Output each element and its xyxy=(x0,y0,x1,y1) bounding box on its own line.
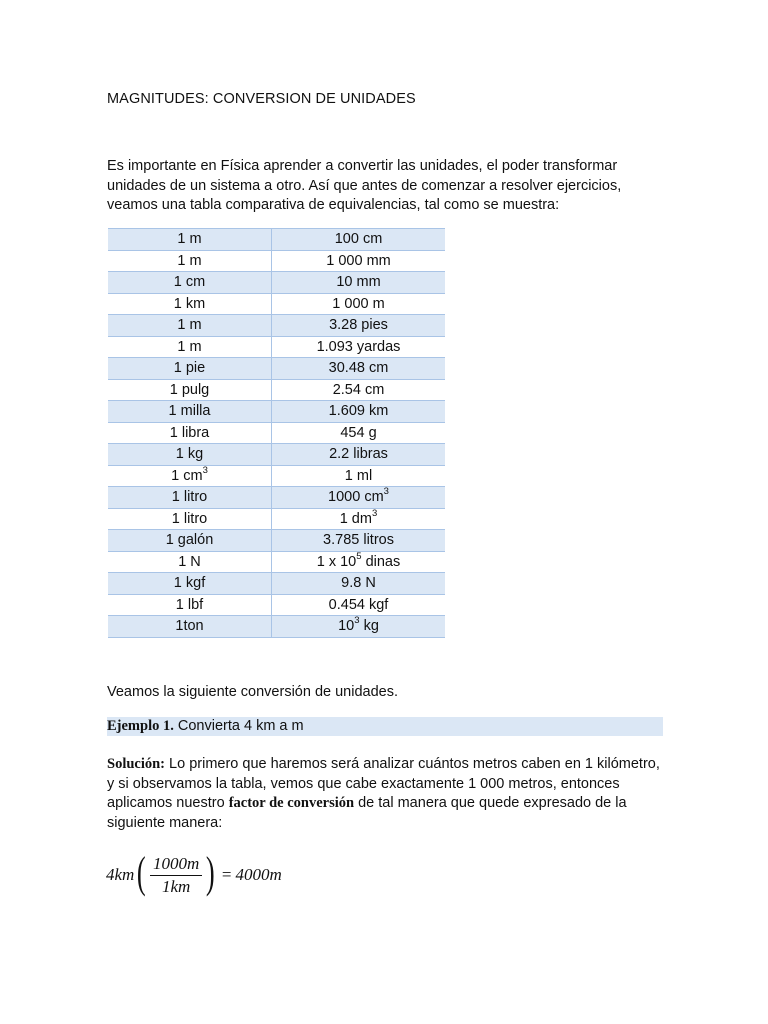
equivalence-cell xyxy=(272,551,446,573)
equivalence-cell xyxy=(272,465,446,487)
unit-cell xyxy=(108,272,272,294)
right-superscript: 3 xyxy=(371,507,378,519)
right-value: 1.093 yardas xyxy=(316,338,401,355)
unit-cell xyxy=(108,422,272,444)
unit-cell xyxy=(108,594,272,616)
unit-cell xyxy=(108,508,272,530)
equivalence-cell xyxy=(272,573,446,595)
table-row xyxy=(108,594,445,616)
right-parenthesis: ) xyxy=(206,848,215,897)
left-base: 1 cm xyxy=(171,467,203,484)
equals-sign: = xyxy=(221,865,232,884)
conversion-intro-paragraph: Veamos la siguiente conversión de unidades. xyxy=(107,684,398,700)
equivalence-cell xyxy=(272,293,446,315)
intro-paragraph: Es importante en Física aprender a convertir las unidades, el poder transformar unidades de un sistema a otro. Así que antes de comenzar a resolver ejercicios, veamos una tabla comparativa de equivalencias, tal como se muestra: xyxy=(107,158,622,213)
left-value: 1 lbf xyxy=(175,596,204,613)
left-value: 1 N xyxy=(178,553,201,570)
right-value: 3.28 pies xyxy=(329,317,388,334)
left-value: 1 litro xyxy=(171,489,208,506)
equivalence-table xyxy=(108,228,445,638)
table-row xyxy=(108,508,445,530)
unit-cell xyxy=(108,229,272,251)
right-value: 454 g xyxy=(340,424,377,441)
unit-cell xyxy=(108,358,272,380)
right-value: 1 000 mm xyxy=(326,252,391,269)
unit-cell xyxy=(108,401,272,423)
example-text: Convierta 4 km a m xyxy=(173,718,304,734)
equivalence-cell xyxy=(272,315,446,337)
equivalence-cell xyxy=(272,594,446,616)
right-value: 1 ml xyxy=(344,467,373,484)
left-value: 1 km xyxy=(173,295,206,312)
right-base: 10 xyxy=(338,618,355,635)
equivalence-cell xyxy=(272,401,446,423)
equivalence-cell xyxy=(272,379,446,401)
left-value: 1 m xyxy=(177,231,202,248)
example-heading xyxy=(107,717,663,736)
right-value: 2.54 cm xyxy=(332,381,385,398)
right-value: 2.2 libras xyxy=(329,446,388,463)
conversion-formula xyxy=(106,848,282,899)
unit-cell xyxy=(108,616,272,638)
unit-cell xyxy=(108,487,272,509)
equivalence-cell xyxy=(272,616,446,638)
left-value: 1 m xyxy=(177,338,202,355)
unit-cell xyxy=(108,250,272,272)
table-row xyxy=(108,250,445,272)
fraction-numerator: 1000m xyxy=(150,855,202,876)
formula-result: 4000m xyxy=(235,865,282,884)
left-value: 1 m xyxy=(177,252,202,269)
equivalence-cell xyxy=(272,487,446,509)
right-superscript: 3 xyxy=(354,615,360,627)
right-tail: kg xyxy=(359,618,379,635)
equivalence-cell xyxy=(272,250,446,272)
right-value: 10 mm xyxy=(336,274,381,291)
right-base: 1 dm xyxy=(339,510,372,527)
left-value: 1 pie xyxy=(173,360,206,377)
right-value: 9.8 N xyxy=(341,575,376,592)
equivalence-cell xyxy=(272,229,446,251)
right-base: 1 x 10 xyxy=(316,553,357,570)
left-value: 1ton xyxy=(175,618,204,635)
equivalence-cell xyxy=(272,422,446,444)
unit-cell xyxy=(108,465,272,487)
unit-cell xyxy=(108,336,272,358)
table-row xyxy=(108,616,445,638)
left-parenthesis: ( xyxy=(137,848,147,897)
right-superscript: 5 xyxy=(356,550,362,562)
equivalence-cell xyxy=(272,336,446,358)
unit-cell xyxy=(108,444,272,466)
table-row xyxy=(108,530,445,552)
unit-cell xyxy=(108,530,272,552)
left-value: 1 kgf xyxy=(173,575,206,592)
right-base: 1000 cm xyxy=(328,489,384,506)
left-value: 1 litro xyxy=(171,510,208,527)
unit-cell xyxy=(108,315,272,337)
unit-cell xyxy=(108,379,272,401)
right-value: 0.454 kgf xyxy=(328,596,389,613)
fraction-denominator: 1km xyxy=(161,876,191,896)
left-value: 1 kg xyxy=(175,446,204,463)
right-value: 100 cm xyxy=(334,231,383,248)
table-row xyxy=(108,487,445,509)
unit-cell xyxy=(108,293,272,315)
table-row xyxy=(108,379,445,401)
table-row xyxy=(108,315,445,337)
unit-cell xyxy=(108,573,272,595)
table-row xyxy=(108,336,445,358)
left-value: 1 pulg xyxy=(169,381,210,398)
left-value: 1 milla xyxy=(168,403,211,420)
formula-lhs: 4km xyxy=(106,865,135,884)
left-value: 1 libra xyxy=(169,424,210,441)
right-value: 1 000 m xyxy=(332,295,385,312)
table-row xyxy=(108,272,445,294)
table-row xyxy=(108,573,445,595)
solution-label: Solución: xyxy=(107,756,166,772)
equivalence-cell xyxy=(272,358,446,380)
solution-text-2: de tal manera que quede expresado de la siguiente manera: xyxy=(107,795,627,831)
table-row xyxy=(108,551,445,573)
table-row xyxy=(108,401,445,423)
left-value: 1 galón xyxy=(165,532,214,549)
equivalence-cell xyxy=(272,530,446,552)
conversion-fraction xyxy=(150,855,202,896)
example-label: Ejemplo 1. xyxy=(107,718,174,734)
table-row xyxy=(108,229,445,251)
page-title: MAGNITUDES: CONVERSION DE UNIDADES xyxy=(107,91,416,107)
right-tail: dinas xyxy=(361,553,401,570)
right-value: 1.609 km xyxy=(328,403,389,420)
right-superscript: 3 xyxy=(383,486,389,498)
table-row xyxy=(108,358,445,380)
equivalence-cell xyxy=(272,272,446,294)
right-value: 3.785 litros xyxy=(323,532,394,549)
solution-paragraph xyxy=(107,755,667,833)
unit-cell xyxy=(108,551,272,573)
table-row xyxy=(108,293,445,315)
equivalence-cell xyxy=(272,444,446,466)
right-value: 30.48 cm xyxy=(328,360,389,377)
left-value: 1 m xyxy=(177,317,202,334)
left-value: 1 cm xyxy=(173,274,206,291)
table-row xyxy=(108,465,445,487)
table-row xyxy=(108,422,445,444)
left-superscript: 3 xyxy=(202,464,208,476)
conversion-factor-term: factor de conversión xyxy=(228,795,355,811)
table-row xyxy=(108,444,445,466)
equivalence-cell xyxy=(272,508,446,530)
solution-text-1: Lo primero que haremos será analizar cuántos metros caben en 1 kilómetro, y si observamos la tabla, vemos que cabe exactamente 1 000 metros, entonces aplicamos nuestro xyxy=(107,756,660,811)
